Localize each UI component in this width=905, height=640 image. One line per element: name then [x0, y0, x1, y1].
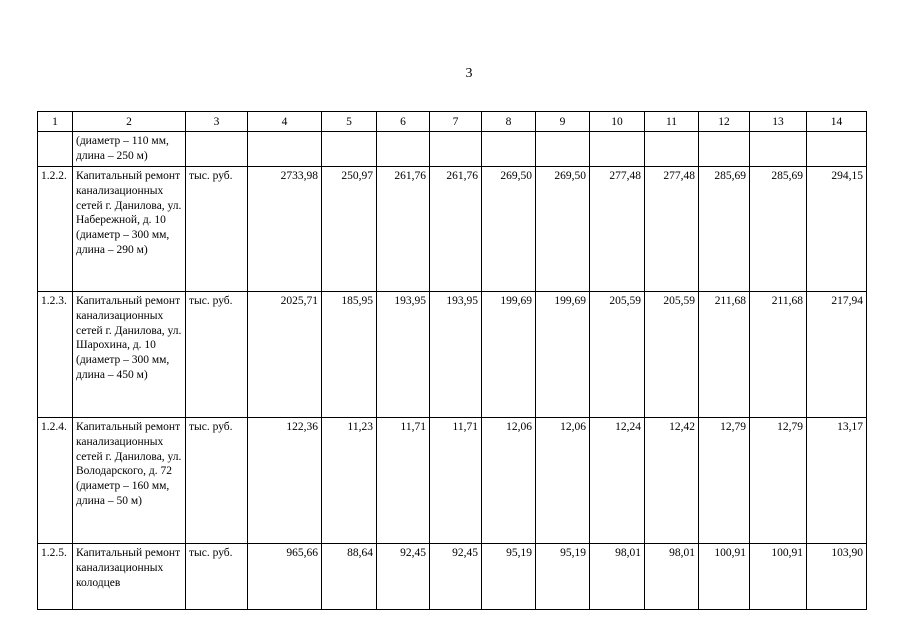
value-cell: 261,76 — [377, 167, 430, 292]
header-cell: 7 — [430, 112, 482, 132]
code-cell — [38, 132, 73, 167]
code-cell: 1.2.4. — [38, 418, 73, 544]
header-cell: 13 — [750, 112, 807, 132]
total-cell: 965,66 — [248, 544, 322, 610]
value-cell: 95,19 — [482, 544, 536, 610]
unit-cell: тыс. руб. — [186, 544, 248, 610]
name-cell: Капитальный ремонт канализационных сетей г. Данилова, ул. Набережной, д. 10 (диаметр – 300 мм, длина – 290 м) — [73, 167, 186, 292]
value-cell: 100,91 — [699, 544, 750, 610]
header-cell: 10 — [590, 112, 645, 132]
value-cell: 285,69 — [699, 167, 750, 292]
value-cell: 12,24 — [590, 418, 645, 544]
name-cell: (диаметр – 110 мм, длина – 250 м) — [73, 132, 186, 167]
table-row — [38, 418, 867, 544]
value-cell: 294,15 — [807, 167, 867, 292]
code-cell: 1.2.3. — [38, 292, 73, 418]
header-cell: 12 — [699, 112, 750, 132]
value-cell: 12,06 — [536, 418, 590, 544]
value-cell: 98,01 — [590, 544, 645, 610]
header-cell: 9 — [536, 112, 590, 132]
value-cell: 211,68 — [750, 292, 807, 418]
header-row — [38, 112, 867, 132]
value-cell: 98,01 — [645, 544, 699, 610]
value-cell: 261,76 — [430, 167, 482, 292]
investment-table — [37, 111, 867, 610]
header-cell: 3 — [186, 112, 248, 132]
value-cell: 199,69 — [482, 292, 536, 418]
value-cell: 185,95 — [322, 292, 377, 418]
table-row — [38, 167, 867, 292]
value-cell: 269,50 — [482, 167, 536, 292]
unit-cell: тыс. руб. — [186, 292, 248, 418]
value-cell: 103,90 — [807, 544, 867, 610]
header-cell: 5 — [322, 112, 377, 132]
table-row — [38, 544, 867, 610]
page-number: 3 — [465, 66, 473, 81]
value-cell: 285,69 — [750, 167, 807, 292]
header-cell: 11 — [645, 112, 699, 132]
header-cell: 1 — [38, 112, 73, 132]
value-cell: 11,71 — [377, 418, 430, 544]
value-cell: 12,06 — [482, 418, 536, 544]
value-cell: 250,97 — [322, 167, 377, 292]
header-cell: 8 — [482, 112, 536, 132]
value-cell: 193,95 — [377, 292, 430, 418]
header-cell: 2 — [73, 112, 186, 132]
value-cell: 193,95 — [430, 292, 482, 418]
table-row — [38, 292, 867, 418]
value-cell: 11,23 — [322, 418, 377, 544]
value-cell: 217,94 — [807, 292, 867, 418]
value-cell: 100,91 — [750, 544, 807, 610]
value-cell: 277,48 — [645, 167, 699, 292]
value-cell: 211,68 — [699, 292, 750, 418]
header-cell: 6 — [377, 112, 430, 132]
header-cell: 14 — [807, 112, 867, 132]
value-cell: 277,48 — [590, 167, 645, 292]
name-cell: Капитальный ремонт канализационных колодцев — [73, 544, 186, 610]
header-cell: 4 — [248, 112, 322, 132]
value-cell: 13,17 — [807, 418, 867, 544]
value-cell: 95,19 — [536, 544, 590, 610]
value-cell: 205,59 — [645, 292, 699, 418]
value-cell: 205,59 — [590, 292, 645, 418]
unit-cell: тыс. руб. — [186, 167, 248, 292]
name-cell: Капитальный ремонт канализационных сетей г. Данилова, ул. Шарохина, д. 10 (диаметр – 300 мм, длина – 450 м) — [73, 292, 186, 418]
value-cell: 12,42 — [645, 418, 699, 544]
unit-cell: тыс. руб. — [186, 418, 248, 544]
code-cell: 1.2.2. — [38, 167, 73, 292]
value-cell: 88,64 — [322, 544, 377, 610]
total-cell: 2025,71 — [248, 292, 322, 418]
value-cell: 92,45 — [430, 544, 482, 610]
total-cell: 2733,98 — [248, 167, 322, 292]
continuation-row — [38, 132, 867, 167]
value-cell: 92,45 — [377, 544, 430, 610]
code-cell: 1.2.5. — [38, 544, 73, 610]
value-cell: 269,50 — [536, 167, 590, 292]
name-cell: Капитальный ремонт канализационных сетей г. Данилова, ул. Володарского, д. 72 (диаметр – 160 мм, длина – 50 м) — [73, 418, 186, 544]
value-cell: 11,71 — [430, 418, 482, 544]
value-cell: 199,69 — [536, 292, 590, 418]
total-cell: 122,36 — [248, 418, 322, 544]
value-cell: 12,79 — [699, 418, 750, 544]
value-cell: 12,79 — [750, 418, 807, 544]
